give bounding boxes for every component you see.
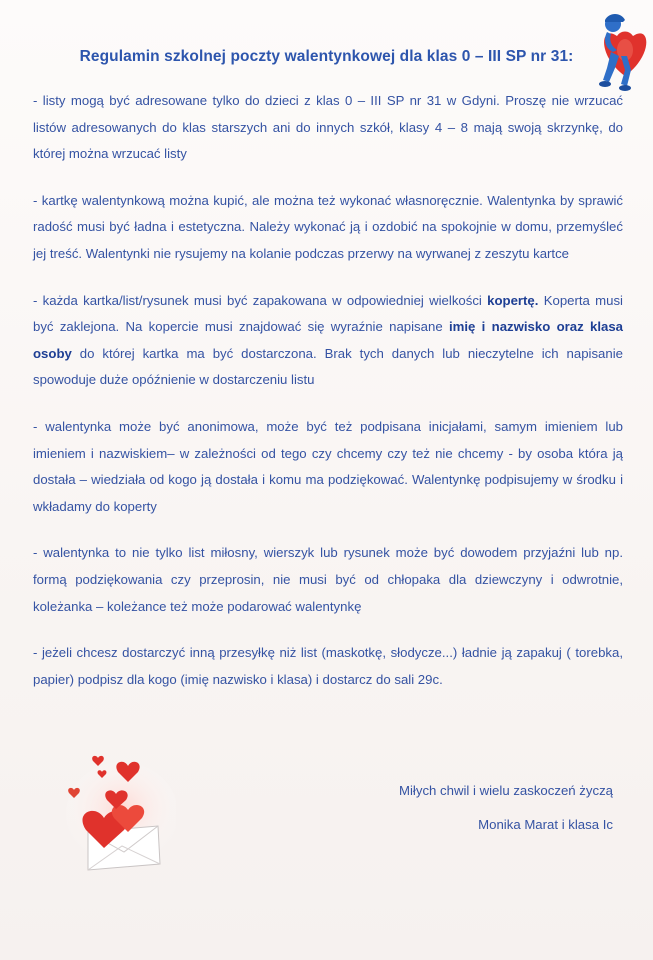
rule-paragraph-1 [33, 88, 623, 168]
paragraph-text: - listy mogą być adresowane tylko do dzieci z klas 0 – III SP nr 31 w Gdyni. Proszę nie wrzucać listów adresowanych do klas starszych ani do innych szkół, klasy 4 – 8 mają swoją skrzynkę, do której można wrzucać listy [33, 93, 623, 162]
paragraph-text: - walentynka może być anonimowa, może być też podpisana inicjałami, samym imieniem lub imieniem i nazwiskiem– w zależności od tego czy chcemy czy też nie chcemy - by osoba która ją dostała – wiedziała od kogo ją dostała i komu ma podziękować. Walentynkę podpisujemy w środku i wkładamy do koperty [33, 418, 623, 514]
rule-paragraph-4 [33, 414, 623, 520]
closing-signers: Monika Marat i klasa Ic [478, 817, 613, 832]
paragraph-text: - kartkę walentynkową można kupić, ale można też wykonać własnoręcznie. Walentynka by sprawić radość musi być ładna i estetyczna. Należy wykonać ją i ozdobić na spokojnie w domu, przemyśleć jej treść. Walentynki nie rysujemy na kolanie podczas przerwy na wyrwanej z zeszytu kartce [33, 192, 623, 261]
paragraph-text: do której kartka ma być dostarczona. Brak tych danych lub nieczytelne ich napisanie spowoduje duże opóźnienie w dostarczeniu listu [33, 345, 623, 388]
paragraph-text: Koperta musi być zaklejona. Na kopercie musi znajdować się wyraźnie napisane [33, 292, 623, 335]
envelope-with-hearts-icon [58, 752, 176, 882]
closing-signature [399, 774, 613, 842]
highlighted-text: imię i nazwisko oraz klasa osoby [33, 319, 623, 361]
rules-list [33, 88, 623, 713]
paragraph-text: - każda kartka/list/rysunek musi być zapakowana w odpowiedniej wielkości [33, 292, 488, 308]
rule-paragraph-5 [33, 540, 623, 620]
document-title: Regulamin szkolnej poczty walentynkowej dla klas 0 – III SP nr 31: [79, 48, 574, 65]
closing-greeting: Miłych chwil i wielu zaskoczeń życzą [399, 783, 613, 798]
paragraph-text: - jeżeli chcesz dostarczyć inną przesyłkę niż list (maskotkę, słodycze...) ładnie ją zapakuj ( torebka, papier) podpisz dla kogo (imię nazwisko i klasa) i dostarcz do sali 29c. [33, 645, 623, 687]
highlighted-text: kopertę. [487, 292, 539, 308]
rule-paragraph-3 [33, 288, 623, 394]
rule-paragraph-6 [33, 640, 623, 693]
paragraph-text: - walentynka to nie tylko list miłosny, wierszyk lub rysunek może być dowodem przyjaźni lub np. formą podziękowania czy przeprosin, nie musi być od chłopaka dla dziewczyny i odwrotnie, koleżanka – koleżance też może podarować walentynkę [33, 545, 623, 614]
rule-paragraph-2 [33, 188, 623, 268]
